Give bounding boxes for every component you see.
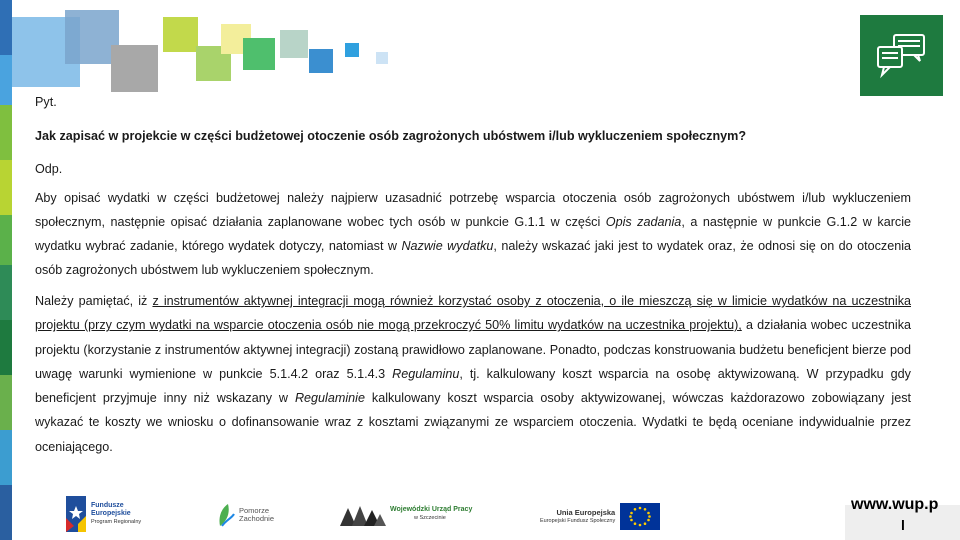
decor-square — [163, 17, 198, 52]
wup-figures-icon — [338, 500, 386, 528]
answer-paragraph-2: Należy pamiętać, iż z instrumentów aktywnej integracji mogą również korzystać osoby z otoczenia, o ile mieszczą się w limicie wydatków na uczestnika projektu (przy czym wydatki na wsparcie otoczenia osób nie mogą przekroczyć 50% limitu wydatków na uczestnika projektu), a działania wobec uczestnika projektu (korzystanie z instrumentów aktywnej integracji) zostaną prawidłowo zaplanowane. Ponadto, podczas konstruowania budżetu beneficjent bierze pod uwagę warunki wymienione w punkcie 5.1.4.2 oraz 5.1.4.3 Regulaminu, tj. kalkulowany koszt wsparcia na osobę aktywizowaną. W przypadku gdy beneficjent przyjmuje inny niż wskazany w Regulaminie kalkulowany koszt wsparcia osoby aktywizowanej, wówczas każdorazowo zobowiązany jest wykazać te koszty we wniosku o dofinansowanie wraz z kosztami związanymi ze wsparciem otoczenia. Wydatki te będą oceniane indywidualnie przez oceniającego. — [35, 294, 911, 454]
qa-content — [35, 92, 911, 459]
question-text: Jak zapisać w projekcie w części budżetowej otoczenie osób zagrożonych ubóstwem i/lub wykluczeniem społecznym? — [35, 129, 747, 143]
answer-label: Odp. — [35, 162, 63, 176]
chat-icon-box — [860, 15, 943, 96]
answer-paragraph-1: Aby opisać wydatki w części budżetowej należy najpierw uzasadnić potrzebę wsparcia otoczenia osób zagrożonych ubóstwem i/lub wykluczeniem społecznym, następnie opisać działania zaplanowane wobec tych osób w punkcie G.1.1 w części Opis zadania, a następnie w punkcie G.1.2 w karcie wydatku wybrać zadanie, którego wydatek dotyczy, natomiast w Nazwie wydatku, należy wskazać jaki jest to wydatek oraz, że odnosi się on do otoczenia osób zagrożonych ubóstwem lub wykluczeniem społecznym. — [35, 191, 912, 277]
question-label: Pyt. — [35, 95, 57, 109]
logo-fundusze-europejskie: Fundusze Europejskie Program Regionalny — [66, 496, 141, 532]
decor-square — [243, 38, 275, 70]
logo-unia-europejska: Unia Europejska Europejski Fundusz Społeczny — [540, 503, 660, 530]
logo-pomorze-zachodnie: Pomorze Zachodnie — [216, 502, 274, 528]
decor-square — [309, 49, 333, 73]
website-url[interactable]: www.wup.p — [851, 496, 939, 513]
website-url-tail: l — [901, 517, 905, 533]
decor-square — [345, 43, 359, 57]
decor-square — [111, 45, 158, 92]
underlined-note: z instrumentów aktywnej integracji mogą również korzystać osoby z otoczenia, o ile mieszczą się w limicie wydatków na uczestnika projektu (przy czym wydatki na wsparcie otoczenia osób nie mogą przekroczyć 50% limitu wydatków na uczestnika projektu), — [35, 294, 911, 333]
decor-square — [376, 52, 388, 64]
pomorze-leaf-icon — [216, 502, 236, 528]
chat-bubbles-icon — [876, 33, 928, 79]
logo-wup-szczecin: Wojewódzki Urząd Pracy w Szczecinie — [338, 500, 472, 528]
decor-square — [280, 30, 308, 58]
left-color-strip — [0, 0, 12, 540]
eu-flag-icon — [620, 503, 660, 530]
fundusze-europejskie-icon — [66, 496, 86, 532]
